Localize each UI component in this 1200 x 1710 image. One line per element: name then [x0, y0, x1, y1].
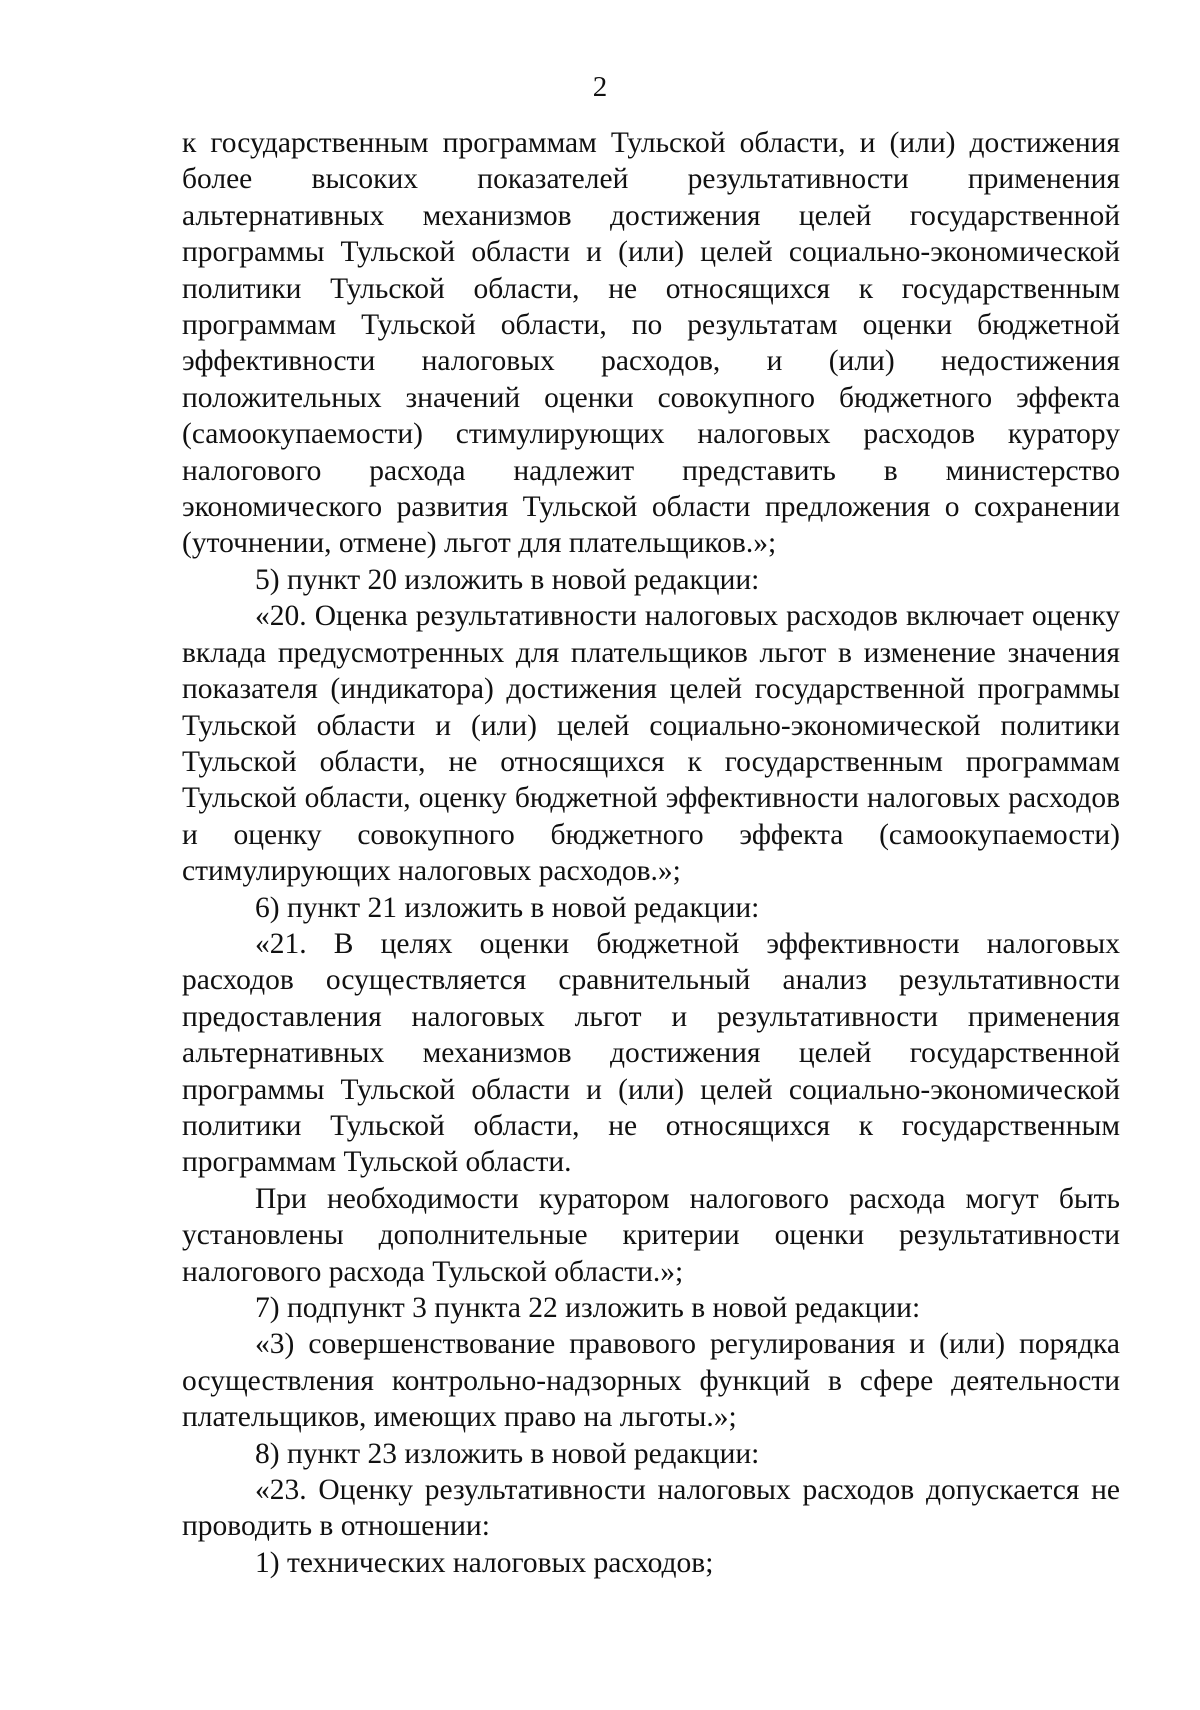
paragraph-item-6: 6) пункт 21 изложить в новой редакции: — [255, 891, 760, 924]
paragraph-point-20: «20. Оценка результативности налоговых расходов включает оценку вклада предусмотренных для плательщиков льгот в изменение значения показателя (индикатора) достижения целей государственной программы Тульской области и (или) целей социально-экономической политики Тульской области, не относящихся к государственным программам Тульской области, оценку бюджетной эффективности налоговых расходов и оценку совокупного бюджетного эффекта (самоокупаемости) стимулирующих налоговых расходов.»; — [182, 600, 1120, 888]
paragraph-point-23: «23. Оценку результативности налоговых расходов допускается не проводить в отношении: — [182, 1474, 1120, 1543]
paragraph-point-21: «21. В целях оценки бюджетной эффективности налоговых расходов осуществляется сравнительный анализ результативности предоставления налоговых льгот и результативности применения альтернативных механизмов достижения целей государственной программы Тульской области и (или) целей социально-экономической политики Тульской области, не относящихся к государственным программам Тульской области. — [182, 927, 1120, 1179]
paragraph-item-5: 5) пункт 20 изложить в новой редакции: — [255, 563, 760, 596]
paragraph-subpoint-3: «3) совершенствование правового регулирования и (или) порядка осуществления контрольно-надзорных функций в сфере деятельности плательщиков, имеющих право на льготы.»; — [182, 1328, 1120, 1434]
document-body — [182, 125, 1120, 1581]
paragraph-item-8: 8) пункт 23 изложить в новой редакции: — [255, 1437, 760, 1470]
paragraph-additional-criteria: При необходимости куратором налогового расхода могут быть установлены дополнительные критерии оценки результативности налогового расхода Тульской области.»; — [182, 1182, 1120, 1288]
page-number: 2 — [592, 71, 608, 103]
paragraph-item-7: 7) подпункт 3 пункта 22 изложить в новой редакции: — [255, 1292, 921, 1324]
paragraph-list-item-1: 1) технических налоговых расходов; — [255, 1546, 714, 1579]
paragraph-continuation: к государственным программам Тульской области, и (или) достижения более высоких показателей результативности применения альтернативных механизмов достижения целей государственной программы Тульской области и (или) целей социально-экономической политики Тульской области, не относящихся к государственным программам Тульской области, по результатам оценки бюджетной эффективности налоговых расходов, и (или) недостижения положительных значений оценки совокупного бюджетного эффекта (самоокупаемости) стимулирующих налоговых расходов куратору налогового расхода надлежит представить в министерство экономического развития Тульской области предложения о сохранении (уточнении, отмене) льгот для плательщиков.»; — [182, 127, 1120, 560]
